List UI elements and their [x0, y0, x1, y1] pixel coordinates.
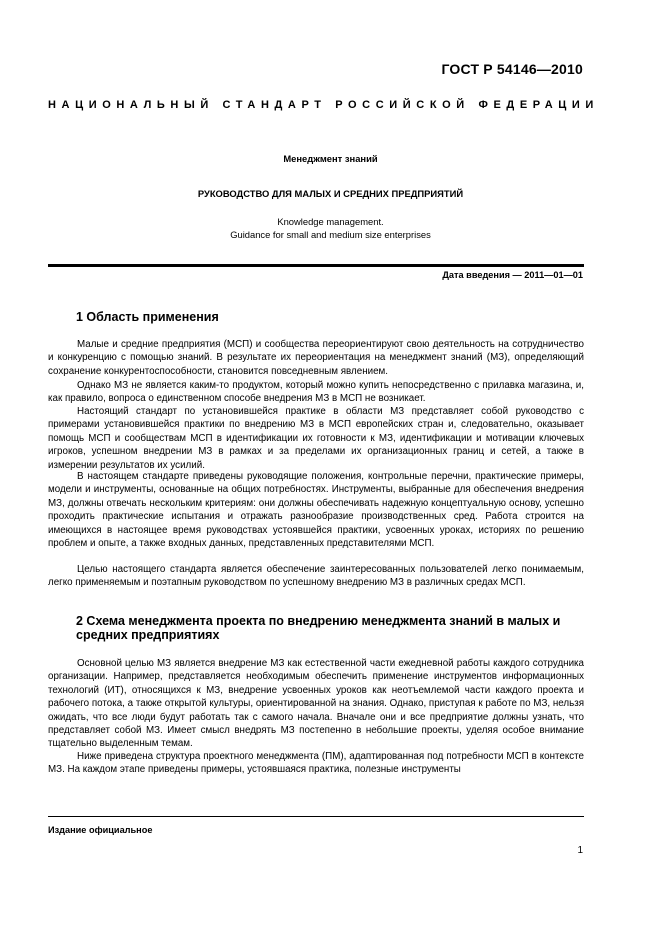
section1-paragraph-5: Целью настоящего стандарта является обеспечение заинтересованных пользователей легко понимаемым, легко применяемым и поэтапным руководством по успешному внедрению МЗ в различных средах МСП. — [48, 564, 584, 589]
section1-paragraph-1: Малые и средние предприятия (МСП) и сообщества переориентируют свою деятельность на сотрудничество и конкуренцию с помощью знаний. В результате их переориентация на менеджмент знаний (МЗ), определяющий сохранение конкурентоспособности, становится повседневным явлением. — [48, 339, 584, 377]
title-ru-line2: РУКОВОДСТВО ДЛЯ МАЛЫХ И СРЕДНИХ ПРЕДПРИЯТИЙ — [197, 188, 464, 199]
page-number: 1 — [577, 845, 583, 856]
intro-date: Дата введения — 2011—01—01 — [442, 270, 583, 280]
section2-paragraph-1: Основной целью МЗ является внедрение МЗ как естественной части ежедневной работы каждого сотрудника организации. Например, представляется необходимым обеспечить применение инструментов информационных технологий (ИТ), относящихся к МЗ, внедрение усвоенных уроков как неотъемлемой части каждого проекта и рабочего потока, а также открытой культуры, ориентированной на знания. Однако, приступая к работе по МЗ, нельзя ожидать, что все люди будут работать так с самого начала. Вначале они и все предприятие должны узнать, что представляет собой МЗ. Имеет смысл внедрять МЗ постепенно в небольшие проекты, уделяя особое внимание тщательно выделенным темам. — [48, 658, 584, 750]
section1-paragraph-3: Настоящий стандарт по установившейся практике в области МЗ представляет собой руководство с примерами установившейся практики по внедрению МЗ в МСП европейских стран и, следовательно, оказывает помощь МСП и сообществам МСП в идентификации их готовности к МЗ, идентификации и мотивации ключевых игроков, успешном внедрении МЗ в рамках и за пределами их организационных границ и сетей, а также в измерении результатов их усилий. — [48, 406, 584, 471]
title-en-line1: Knowledge management. — [277, 216, 384, 227]
section2-heading: 2 Схема менеджмента проекта по внедрению менеджмента знаний в малых и средних предприятиях — [76, 614, 561, 642]
section2-paragraph-2: Ниже приведена структура проектного менеджмента (ПМ), адаптированная под потребности МСП в контексте МЗ. На каждом этапе приведены примеры, устоявшаяся практика, полезные инструменты — [48, 751, 584, 776]
edition-label: Издание официальное — [48, 825, 153, 835]
section1-paragraph-4: В настоящем стандарте приведены руководящие положения, контрольные перечни, практические примеры, модели и инструменты, основанные на общих потребностях. Инструменты, выбранные для обеспечения внедрения МЗ, должны отвечать нескольким критериям: они должны обеспечивать надежную концептуальную основу, успешно проходить практические испытания и отражать разнообразие производственных сред. Работа строится на имеющихся в настоящее время руководствах устоявшейся практики, усвоенных уроках, историях по решению проблем и опыте, а также входных данных, представленных представителями МСП. — [48, 471, 584, 550]
footer-rule — [48, 816, 584, 817]
header-rule — [48, 264, 584, 267]
section1-paragraph-2: Однако МЗ не является каким-то продуктом, который можно купить непосредственно с прилавка магазина, и, как правило, вопроса о единственном способе внедрения МЗ в МСП не возникает. — [48, 380, 584, 405]
section1-heading: 1 Область применения — [76, 310, 219, 324]
title-en — [0, 216, 661, 241]
standard-number: ГОСТ Р 54146—2010 — [441, 61, 583, 77]
title-en-line2: Guidance for small and medium size enterprises — [230, 228, 431, 240]
title-ru-line1: Менеджмент знаний — [283, 153, 378, 164]
national-standard-title: НАЦИОНАЛЬНЫЙ СТАНДАРТ РОССИЙСКОЙ ФЕДЕРАЦИИ — [48, 99, 599, 111]
